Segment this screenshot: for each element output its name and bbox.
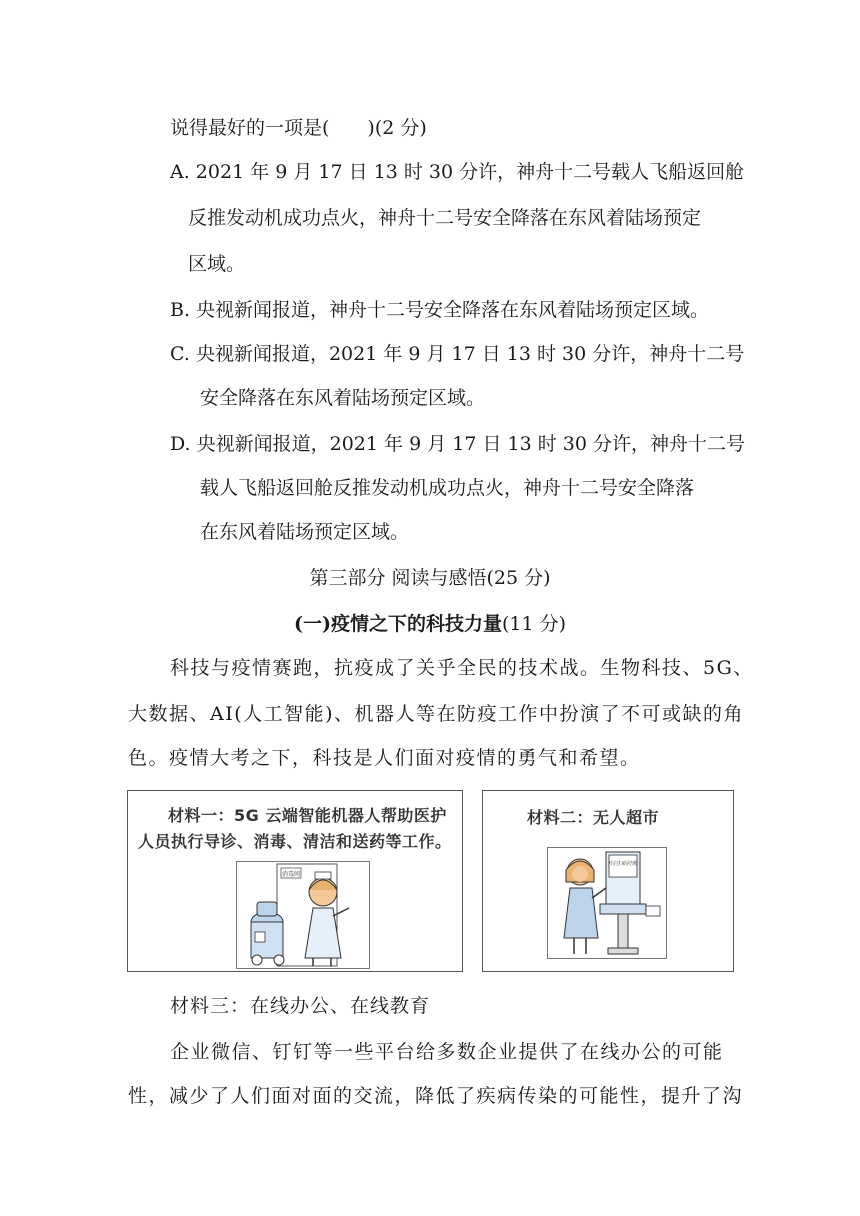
- material-2-caption: 材料二：无人超市: [527, 808, 660, 827]
- subsection-score: (11 分): [501, 613, 567, 635]
- door-sign: 消毒间: [281, 871, 301, 878]
- material-1-box: [127, 790, 463, 972]
- robot-nurse-illustration: [236, 861, 370, 969]
- intro-line-1: 科技与疫情赛跑，抗疫成了关乎全民的技术战。生物科技、5G、: [170, 657, 754, 679]
- subsection-title-text: (一)疫情之下的科技力量: [293, 613, 502, 635]
- option-a-line-3: 区域。: [188, 253, 246, 275]
- intro-line-2: 大数据、AI(人工智能)、机器人等在防疫工作中扮演了不可或缺的角: [128, 703, 745, 725]
- option-d-line-3: 在东风着陆场预定区域。: [200, 521, 410, 543]
- option-b-line-1: B. 央视新闻报道，神舟十二号安全降落在东风着陆场预定区域。: [170, 299, 710, 321]
- self-checkout-illustration: [547, 847, 667, 959]
- material-1-caption-line-1: 材料一：5G 云端智能机器人帮助医护: [168, 806, 447, 825]
- material-1-caption-line-2: 人员执行导诊、消毒、清洁和送药等工作。: [138, 832, 452, 851]
- option-c-line-2: 安全降落在东风着陆场预定区域。: [200, 387, 486, 409]
- material-3-line-1: 企业微信、钉钉等一些平台给多数企业提供了在线办公的可能: [170, 1041, 724, 1063]
- material-3-title: 材料三：在线办公、在线教育: [170, 995, 431, 1017]
- question-stem: 说得最好的一项是( )(2 分): [170, 117, 427, 139]
- kiosk-screen-text: 开启扫码结账: [607, 861, 639, 867]
- material-2-box: [482, 790, 734, 972]
- subsection-title: [0, 612, 860, 636]
- option-c-line-1: C. 央视新闻报道，2021 年 9 月 17 日 13 时 30 分许，神舟十二号: [170, 343, 745, 365]
- intro-line-3: 色。疫情大考之下，科技是人们面对疫情的勇气和希望。: [128, 747, 641, 769]
- option-d-line-1: D. 央视新闻报道，2021 年 9 月 17 日 13 时 30 分许，神舟十二号: [170, 433, 745, 455]
- material-3-line-2: 性，减少了人们面对面的交流，降低了疾病传染的可能性，提升了沟: [128, 1085, 744, 1107]
- section-title: 第三部分 阅读与感悟(25 分): [309, 567, 551, 589]
- option-d-line-2: 载人飞船返回舱反推发动机成功点火，神舟十二号安全降落: [200, 477, 695, 499]
- option-a-line-2: 反推发动机成功点火，神舟十二号安全降落在东风着陆场预定: [188, 207, 702, 229]
- option-a-line-1: A. 2021 年 9 月 17 日 13 时 30 分许，神舟十二号载人飞船返回舱: [170, 161, 745, 183]
